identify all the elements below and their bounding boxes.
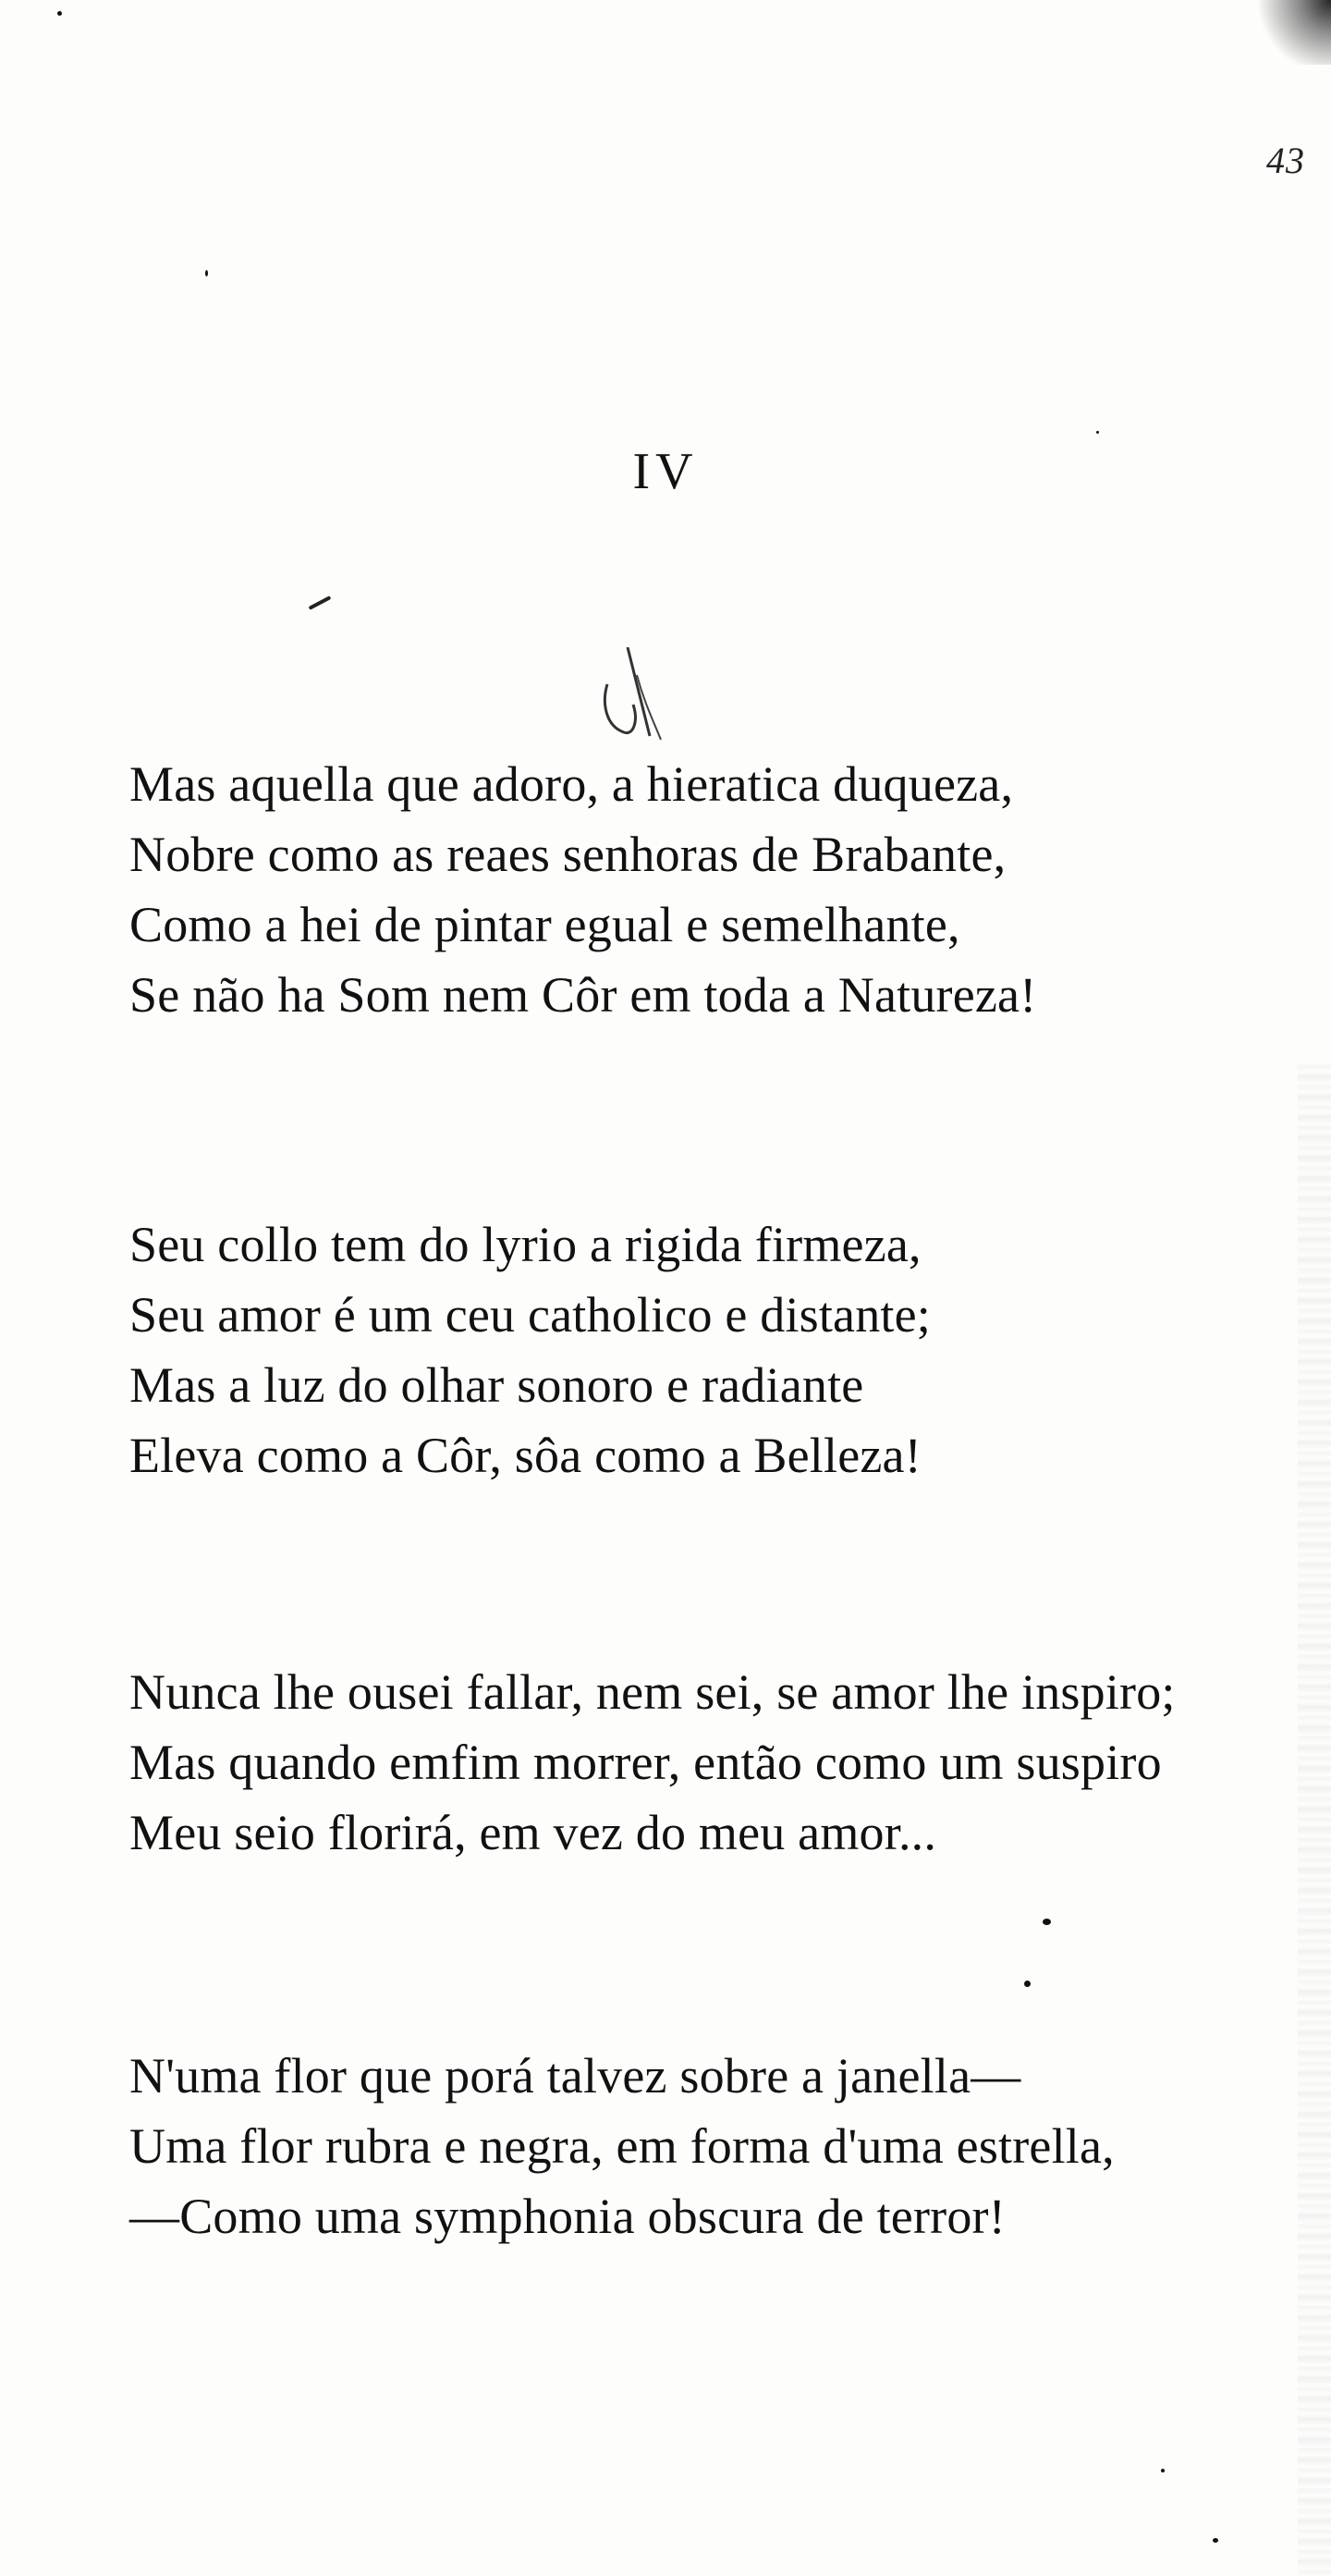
poem-line: —Como uma symphonia obscura de terror! — [129, 2189, 1006, 2244]
poem-line: Como a hei de pintar egual e semelhante, — [129, 897, 960, 952]
poem-line: Nobre como as reaes senhoras de Brabante, — [129, 827, 1007, 882]
dust-speck — [1096, 431, 1099, 434]
stanza-1 — [129, 749, 1294, 1030]
poem-line: Seu collo tem do lyrio a rigida firmeza, — [129, 1217, 922, 1272]
section-heading: IV — [632, 443, 699, 500]
stanza-3 — [129, 1657, 1294, 1868]
poem-line: Meu seio florirá, em vez do meu amor... — [129, 1805, 937, 1860]
poem-line: Nunca lhe ousei fallar, nem sei, se amor lhe inspiro; — [129, 1664, 1176, 1720]
dust-speck — [1213, 2538, 1218, 2543]
poem-line: Seu amor é um ceu catholico e distante; — [129, 1287, 932, 1343]
dust-speck — [1024, 1981, 1031, 1987]
stanza-4 — [129, 2041, 1294, 2251]
poem-line: N'uma flor que porá talvez sobre a janella— — [129, 2048, 1021, 2104]
poem-line: Mas aquella que adoro, a hieratica duqueza, — [129, 756, 1014, 812]
stanza-2 — [129, 1209, 1294, 1490]
scan-edge-speckle — [1298, 1063, 1331, 2576]
poem-line: Mas a luz do olhar sonoro e radiante — [129, 1357, 864, 1413]
ink-flick — [309, 595, 332, 610]
dust-speck — [1043, 1919, 1051, 1925]
dust-speck — [1161, 2469, 1165, 2472]
dust-speck — [57, 11, 62, 16]
page-number: 43 — [1266, 140, 1305, 181]
scan-corner-shadow — [1248, 0, 1331, 65]
poem-line: Uma flor rubra e negra, em forma d'uma estrella, — [129, 2118, 1115, 2174]
pencil-annotation-mark — [596, 647, 670, 758]
poem-line: Se não ha Som nem Côr em toda a Natureza! — [129, 967, 1037, 1023]
poem-line: Eleva como a Côr, sôa como a Belleza! — [129, 1428, 922, 1483]
dust-speck — [205, 270, 208, 276]
poem-line: Mas quando emfim morrer, então como um suspiro — [129, 1735, 1162, 1790]
